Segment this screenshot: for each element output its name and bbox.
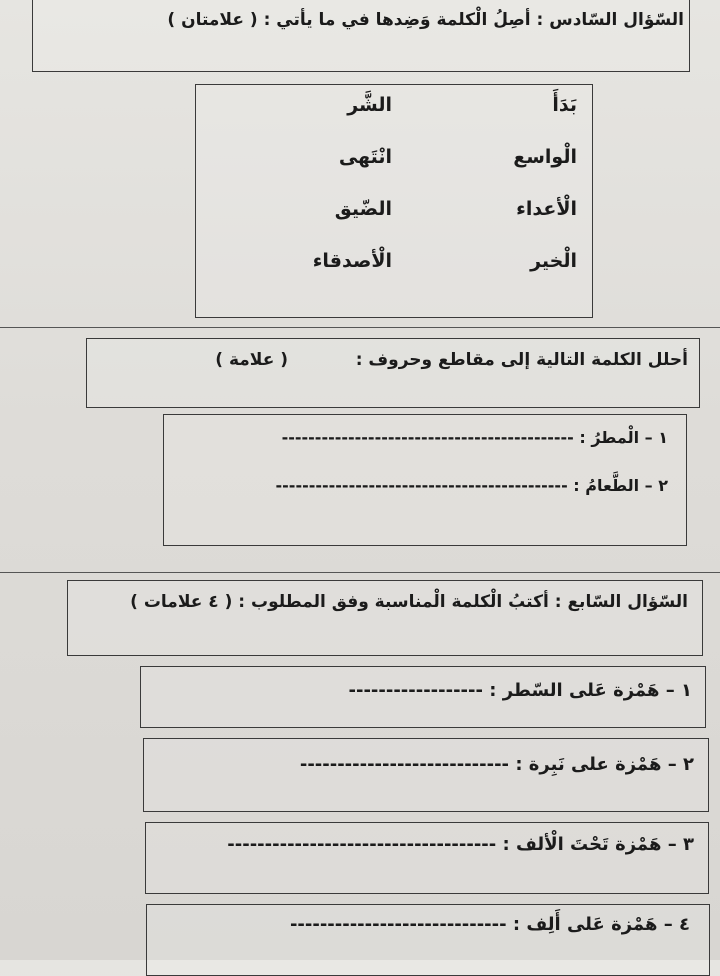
q7-item-2-blank[interactable]: ---------------------------- xyxy=(299,754,510,775)
q6-header: السّؤال السّادس : أصِلُ الْكلمة وَضِدها في ما يأتي : ( علامتان ) xyxy=(167,10,684,30)
q7-item-2-label: ٢ – هَمْزة على نَبِرة : xyxy=(515,754,694,775)
q7-item-3-box xyxy=(145,822,709,894)
analysis-item-1-blank[interactable]: -------------------------------------------- xyxy=(281,428,574,447)
analysis-item-1-label: ١ – الْمطرُ : xyxy=(579,428,668,447)
q7-item-2-box xyxy=(143,738,709,812)
analysis-item-2-blank[interactable]: -------------------------------------------- xyxy=(275,476,568,495)
q7-item-3 xyxy=(227,834,694,855)
q7-item-4-label: ٤ – هَمْزة عَلى أَلِف : xyxy=(512,914,690,935)
analysis-item-1 xyxy=(282,428,668,447)
q7-item-1-blank[interactable]: ------------------ xyxy=(348,680,483,701)
section-divider-1 xyxy=(0,327,720,328)
word-right-1: بَدَأَ xyxy=(552,94,577,116)
q7-header: السّؤال السّابع : أكتبُ الْكلمة الْمناسبة وفق المطلوب : ( ٤ علامات ) xyxy=(130,592,688,612)
q7-item-4 xyxy=(290,914,690,935)
q7-item-1-label: ١ – هَمْزة عَلى السّطر : xyxy=(489,680,692,701)
analysis-header-box xyxy=(86,338,700,408)
analysis-item-2-label: ٢ – الطَّعامُ : xyxy=(573,476,668,495)
word-right-2: الْواسع xyxy=(513,146,577,168)
word-right-4: الْخير xyxy=(530,250,577,272)
q7-item-2 xyxy=(300,754,694,775)
word-left-4: الْأصدقاء xyxy=(312,250,392,272)
q7-item-3-blank[interactable]: ------------------------------------ xyxy=(227,834,497,855)
analysis-header: أحلل الكلمة التالية إلى مقاطع وحروف : xyxy=(355,350,688,370)
analysis-mark: ( علامة ) xyxy=(215,350,288,370)
q7-item-3-label: ٣ – هَمْزة تَحْتَ الْألف : xyxy=(502,834,694,855)
q7-item-1 xyxy=(349,680,693,701)
analysis-item-2 xyxy=(276,476,668,495)
word-left-1: الشَّر xyxy=(347,94,392,116)
word-right-3: الْأعداء xyxy=(516,198,577,220)
section-divider-2 xyxy=(0,572,720,573)
q7-item-4-blank[interactable]: ----------------------------- xyxy=(289,914,507,935)
word-left-3: الضّيق xyxy=(334,198,392,220)
word-left-2: انْتَهى xyxy=(338,146,392,168)
